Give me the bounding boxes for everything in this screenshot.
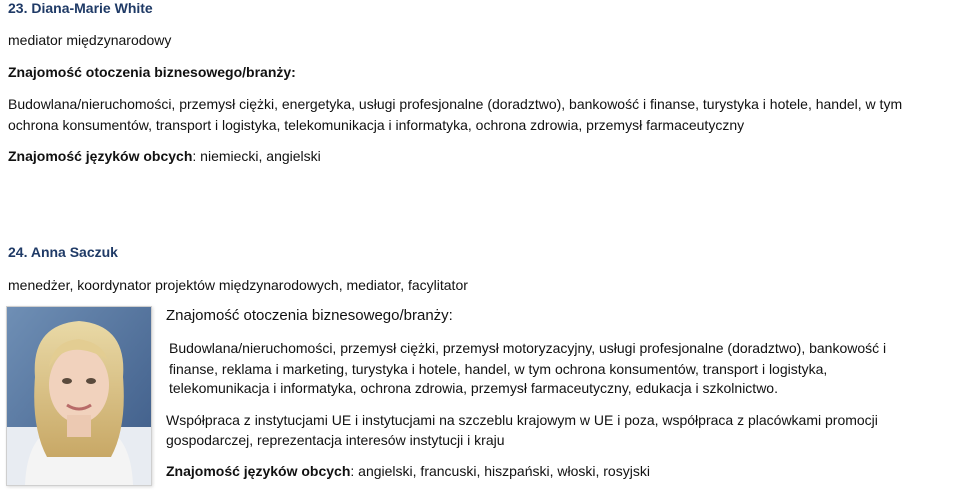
profile-23-industry-line: Budowlana/nieruchomości, przemysł ciężki, energetyka, usługi profesjonalne (doradztwo), bankowość i finanse, turystyka i hotele, handel, w tym <box>8 96 903 112</box>
profile-24-heading: 24. Anna Saczuk <box>8 244 118 260</box>
profile-24-industry-line: finanse, reklama i marketing, turystyka i hotele, handel, w tym ochrona konsumentów, transport i logistyka, <box>169 361 828 377</box>
profile-24-languages-label: Znajomość języków obcych <box>166 463 351 479</box>
portrait-image <box>7 307 151 485</box>
profile-24-cooperation-line: gospodarczej, reprezentacja interesów instytucji i kraju <box>166 432 505 448</box>
profile-23-languages-value: : niemiecki, angielski <box>192 148 321 164</box>
profile-24-industry-line: Budowlana/nieruchomości, przemysł ciężki, przemysł motoryzacyjny, usługi profesjonalne (doradztwo), bankowość i <box>169 340 887 356</box>
profile-23-languages-label: Znajomość języków obcych <box>8 148 193 164</box>
profile-23-languages <box>8 148 321 164</box>
profile-24-photo <box>6 306 152 486</box>
profile-24-industry-line: telekomunikacja i informatyka, ochrona zdrowia, przemysł farmaceutyczny, edukacja i szkolnictwo. <box>169 380 778 396</box>
profile-24-languages <box>166 463 650 479</box>
profile-24-languages-value: : angielski, francuski, hiszpański, włoski, rosyjski <box>350 463 650 479</box>
profile-24-role: menedżer, koordynator projektów międzynarodowych, mediator, facylitator <box>8 277 468 293</box>
profile-24-cooperation-line: Współpraca z instytucjami UE i instytucjami na szczeblu krajowym w UE i poza, współpraca z placówkami promocji <box>166 412 878 428</box>
profile-23-heading: 23. Diana-Marie White <box>8 0 153 16</box>
profile-23-industry-label: Znajomość otoczenia biznesowego/branży: <box>8 64 296 80</box>
profile-23-role: mediator międzynarodowy <box>8 32 172 48</box>
profile-24-industry-label: Znajomość otoczenia biznesowego/branży: <box>166 307 453 324</box>
profile-23-industry-line: ochrona konsumentów, transport i logistyka, telekomunikacja i informatyka, ochrona zdrowia, przemysł farmaceutyczny <box>8 117 745 133</box>
